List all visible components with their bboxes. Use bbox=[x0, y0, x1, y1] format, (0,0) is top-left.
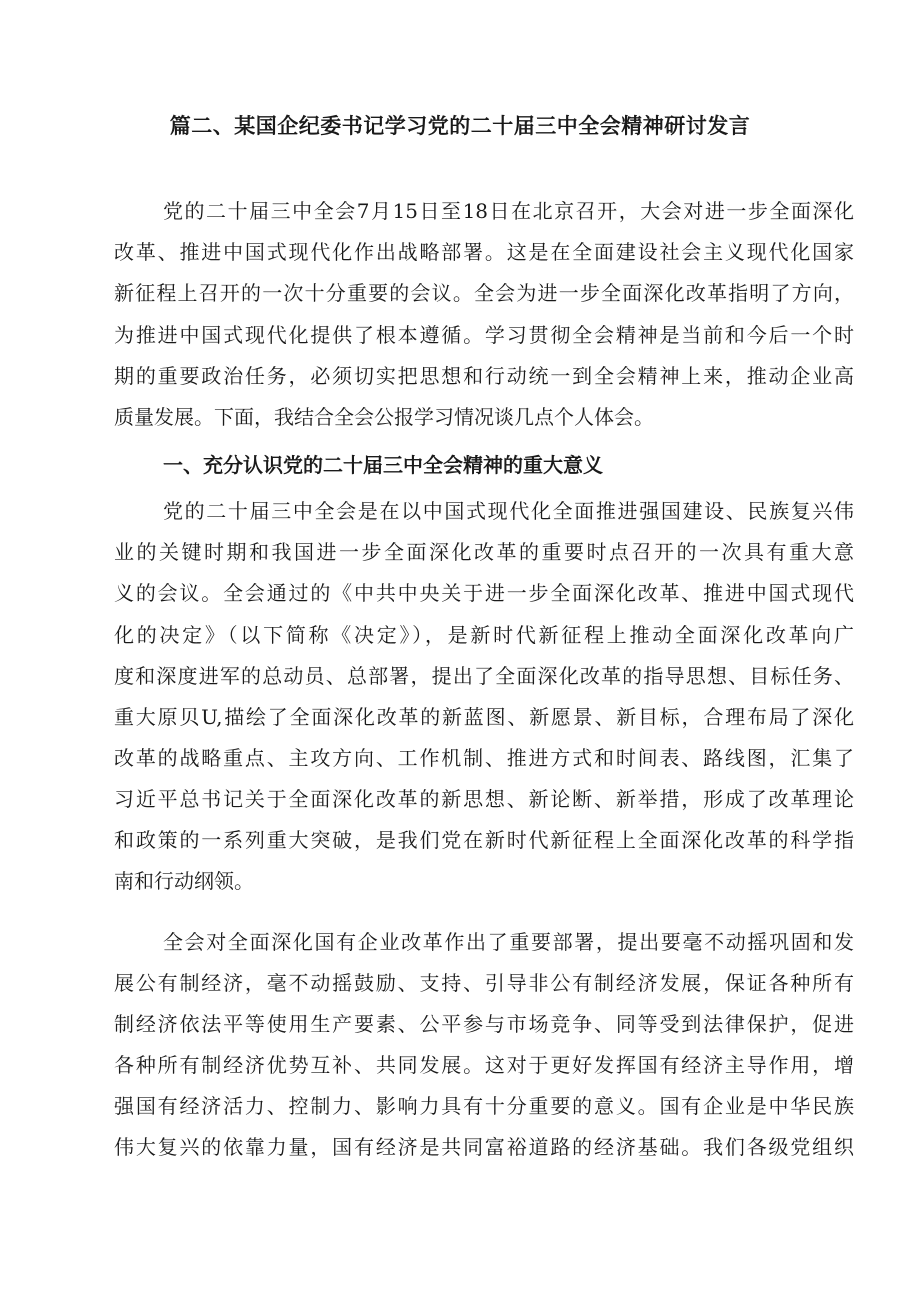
paragraph-line: 重大原贝U,描绘了全面深化改革的新蓝图、新愿景、新目标，合理布局了深化 bbox=[114, 705, 854, 729]
paragraph-line: 南和行动纲领。 bbox=[114, 869, 254, 893]
paragraph-line: 改革的战略重点、主攻方向、工作机制、推进方式和时间表、路线图，汇集了 bbox=[114, 746, 854, 770]
paragraph-line: 度和深度进军的总动员、总部署，提出了全面深化改革的指导思想、目标任务、 bbox=[114, 664, 854, 688]
paragraph-line: 展公有制经济，毫不动摇鼓励、支持、引导非公有制经济发展，保证各种所有 bbox=[114, 971, 854, 995]
paragraph-line: 改革、推进中国式现代化作出战略部署。这是在全面建设社会主义现代化国家 bbox=[114, 240, 854, 264]
paragraph-line: 为推进中国式现代化提供了根本遵循。学习贯彻全会精神是当前和今后一个时 bbox=[114, 323, 854, 347]
paragraph-line: 和政策的一系列重大突破，是我们党在新时代新征程上全面深化改革的科学指 bbox=[114, 828, 854, 852]
section-heading: 一、充分认识党的二十届三中全会精神的重大意义 bbox=[163, 453, 603, 477]
paragraph-line: 新征程上召开的一次十分重要的会议。全会为进一步全面深化改革指明了方向， bbox=[114, 281, 854, 305]
document-title: 篇二、某国企纪委书记学习党的二十届三中全会精神研讨发言 bbox=[169, 114, 751, 138]
paragraph-line: 党的二十届三中全会是在以中国式现代化全面推进强国建设、民族复兴伟 bbox=[163, 499, 854, 523]
paragraph-line: 期的重要政治任务，必须切实把思想和行动统一到全会精神上来，推动企业高 bbox=[114, 364, 854, 388]
paragraph-line: 质量发展。下面，我结合全会公报学习情况谈几点个人体会。 bbox=[114, 405, 654, 429]
paragraph-line: 党的二十届三中全会7月15日至18日在北京召开，大会对进一步全面深化 bbox=[163, 199, 854, 223]
paragraph-line: 强国有经济活力、控制力、影响力具有十分重要的意义。国有企业是中华民族 bbox=[114, 1094, 854, 1118]
paragraph-line: 习近平总书记关于全面深化改革的新思想、新论断、新举措，形成了改革理论 bbox=[114, 787, 854, 811]
paragraph-line: 伟大复兴的依靠力量，国有经济是共同富裕道路的经济基础。我们各级党组织 bbox=[114, 1135, 854, 1159]
paragraph-line: 业的关键时期和我国进一步全面深化改革的重要时点召开的一次具有重大意 bbox=[114, 540, 854, 564]
paragraph-line: 各种所有制经济优势互补、共同发展。这对于更好发挥国有经济主导作用，增 bbox=[114, 1053, 854, 1077]
paragraph-line: 义的会议。全会通过的《中共中央关于进一步全面深化改革、推进中国式现代 bbox=[114, 581, 854, 605]
paragraph-line: 化的决定》（以下简称《决定》），是新时代新征程上推动全面深化改革向广 bbox=[114, 623, 854, 647]
paragraph-line: 全会对全面深化国有企业改革作出了重要部署，提出要毫不动摇巩固和发 bbox=[163, 930, 854, 954]
paragraph-line: 制经济依法平等使用生产要素、公平参与市场竞争、同等受到法律保护，促进 bbox=[114, 1012, 854, 1036]
